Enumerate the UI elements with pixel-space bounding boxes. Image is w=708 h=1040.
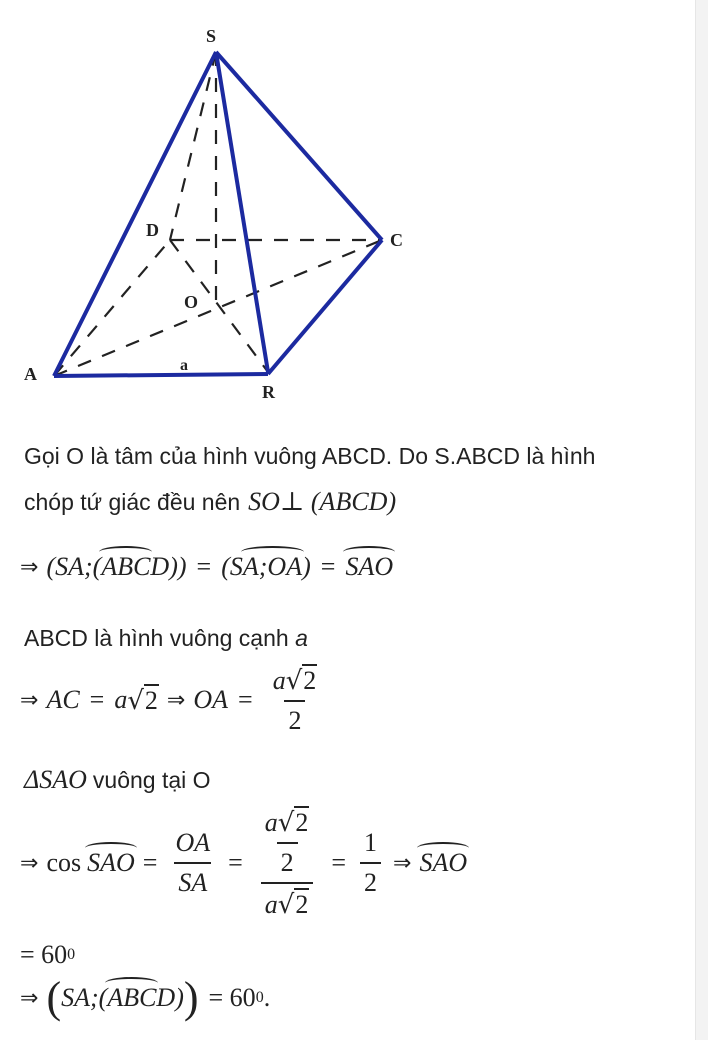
arrow: ⇒ (20, 554, 39, 580)
eq3-hat-sao2: SAO (419, 848, 468, 877)
eq2-num-root: 2 (303, 666, 317, 695)
eq5-dot: . (263, 983, 271, 1012)
eq3-eq2: = (228, 848, 243, 877)
label-c: C (390, 230, 403, 250)
arrow: ⇒ (20, 985, 39, 1011)
label-d: D (146, 220, 159, 240)
p3-math: ΔSAO (24, 765, 87, 794)
eq3-eq: = (142, 848, 158, 877)
eq1-oa: OA (267, 552, 303, 581)
eq1-close: ) (302, 552, 311, 581)
eq1-a: A (242, 552, 259, 581)
eq3-dd-a: a (264, 890, 278, 919)
eq4-sup: 0 (67, 946, 76, 963)
paragraph-1-line-2 (24, 488, 396, 516)
eq5-d: D) (156, 983, 184, 1012)
edge-sa (54, 52, 216, 376)
eq3-eq3: = (331, 848, 347, 877)
edge-sd (170, 52, 216, 240)
equation-2: ⇒ AC = a √ 2 ⇒ OA = a √ 2 2 (20, 664, 327, 736)
eq5-sa: SA; (61, 983, 99, 1012)
arrow: ⇒ (393, 850, 412, 876)
eq3-cos: cos (46, 848, 82, 877)
eq5-value: = 60 (208, 983, 256, 1012)
pyramid-figure (10, 10, 430, 410)
eq2-oa: OA (193, 685, 229, 714)
label-s: S (206, 26, 217, 46)
eq1-left: (SA; (46, 552, 93, 581)
eq1-d: D)) (150, 552, 187, 581)
arrow: ⇒ (166, 687, 186, 713)
paragraph-2 (24, 624, 308, 652)
eq5-sup: 0 (255, 989, 264, 1006)
paragraph-1-line-1: Gọi O là tâm của hình vuông ABCD. Do S.ABCD là hình (24, 443, 596, 469)
label-o: O (184, 292, 199, 312)
eq2-eq: = (89, 685, 105, 714)
eq1-hat-sao: SAO (345, 552, 394, 581)
equation-5: ⇒ ( SA; ( ABC D) ) = 60 0 . (20, 973, 271, 1022)
label-b: R (262, 382, 275, 402)
eq3-nn-root: 2 (295, 808, 309, 837)
equation-4 (20, 940, 75, 970)
eq3-nd: 2 (277, 842, 298, 878)
eq2-a: a (114, 685, 128, 714)
eq3-hat-sao: SAO (87, 848, 135, 877)
p2-text: ABCD là hình vuông cạnh (24, 625, 289, 651)
eq3-nn-a: a (264, 808, 278, 837)
p2-var: a (295, 625, 308, 651)
eq4-value: = 60 (20, 940, 68, 969)
eq1-eq2: = (320, 552, 336, 581)
arrow: ⇒ (20, 687, 39, 713)
edge-bc (268, 240, 382, 374)
edge-ab (54, 374, 268, 376)
eq3-frac-1 (171, 828, 214, 898)
label-edge-a: a (180, 357, 188, 374)
eq3-d3: 2 (360, 862, 381, 898)
eq2-den: 2 (284, 700, 305, 736)
eq1-s: (S (221, 552, 243, 581)
eq1-hat-abc: ABC (101, 552, 151, 581)
eq2-eq2: = (238, 685, 253, 714)
eq3-n3: 1 (364, 828, 378, 857)
eq3-n1: OA (175, 828, 211, 857)
equation-3 (20, 806, 467, 920)
equation-1: ⇒ (SA; ( ABC D)) = (S A;OA ) = SAO (20, 552, 394, 581)
arrow: ⇒ (20, 850, 39, 876)
eq3-dd-root: 2 (295, 890, 309, 919)
label-a: A (24, 364, 37, 384)
eq2-root: 2 (144, 686, 158, 715)
eq3-nested: a √ 2 2 (264, 808, 309, 877)
eq1-eq: = (196, 552, 212, 581)
p1-math: SO⊥ (ABCD) (248, 487, 397, 516)
edge-ac (54, 240, 382, 376)
p3-text: vuông tại O (92, 767, 211, 793)
eq3-d1: SA (174, 862, 211, 898)
p1-text: chóp tứ giác đều nên (24, 489, 241, 515)
eq2-num-a: a (272, 666, 286, 695)
eq3-frac-2: a √ 2 2 a √ 2 (257, 806, 318, 920)
paragraph-3 (24, 766, 211, 794)
eq5-hat-abc: ABC (107, 983, 157, 1012)
scroll-edge (695, 0, 708, 1040)
eq2-ac: AC (46, 685, 80, 714)
eq3-frac-3 (360, 828, 381, 898)
eq1-semi: ; (258, 552, 268, 581)
eq2-fraction: a √ 2 2 (272, 666, 317, 735)
